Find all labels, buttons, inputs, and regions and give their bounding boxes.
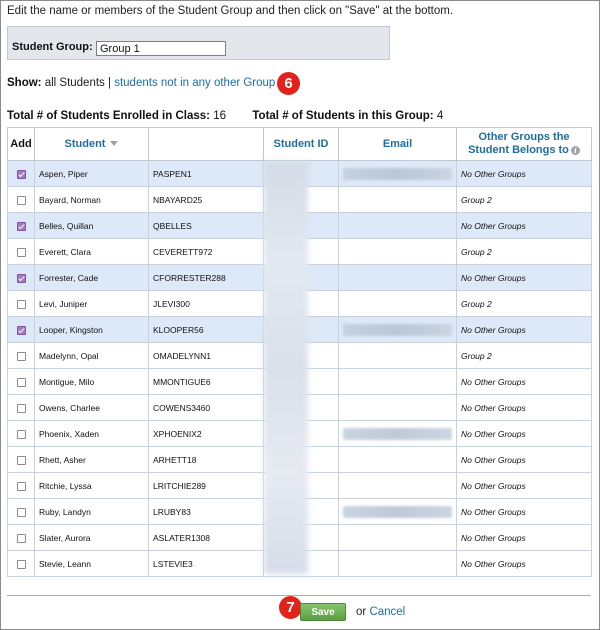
- student-username-cell: COWENS3460: [149, 395, 264, 421]
- email-redaction: [343, 506, 452, 518]
- add-student-checkbox[interactable]: [17, 170, 26, 179]
- add-cell: [8, 343, 35, 369]
- student-name-cell: Stevie, Leann: [35, 551, 149, 577]
- student-id-cell: [264, 421, 339, 447]
- other-groups-cell: No Other Groups: [457, 447, 592, 473]
- other-groups-cell: No Other Groups: [457, 317, 592, 343]
- callout-badge-6: 6: [277, 72, 300, 95]
- other-groups-cell: No Other Groups: [457, 213, 592, 239]
- student-email-cell: [339, 265, 457, 291]
- enrolled-total-value: 16: [213, 110, 226, 122]
- student-email-cell: [339, 369, 457, 395]
- student-id-cell: [264, 239, 339, 265]
- other-groups-cell: No Other Groups: [457, 499, 592, 525]
- student-username-cell: LRITCHIE289: [149, 473, 264, 499]
- table-row: [8, 291, 592, 317]
- student-email-cell: [339, 421, 457, 447]
- student-email-cell: [339, 187, 457, 213]
- student-username-cell: PASPEN1: [149, 161, 264, 187]
- student-id-cell: [264, 369, 339, 395]
- table-header-row: [8, 128, 592, 161]
- add-student-checkbox[interactable]: [17, 352, 26, 361]
- add-cell: [8, 161, 35, 187]
- add-cell: [8, 395, 35, 421]
- student-id-cell: [264, 317, 339, 343]
- other-groups-cell: No Other Groups: [457, 161, 592, 187]
- show-all-students: all Students: [44, 77, 105, 89]
- cancel-link[interactable]: Cancel: [369, 606, 406, 618]
- student-name-cell: Ritchie, Lyssa: [35, 473, 149, 499]
- add-cell: [8, 525, 35, 551]
- other-groups-cell: No Other Groups: [457, 551, 592, 577]
- student-id-cell: [264, 291, 339, 317]
- table-row: [8, 551, 592, 577]
- student-column-header[interactable]: [35, 128, 149, 161]
- add-student-checkbox[interactable]: [17, 222, 26, 231]
- table-row: [8, 499, 592, 525]
- student-name-cell: Owens, Charlee: [35, 395, 149, 421]
- add-cell: [8, 551, 35, 577]
- student-email-cell: [339, 161, 457, 187]
- add-cell: [8, 369, 35, 395]
- add-student-checkbox[interactable]: [17, 456, 26, 465]
- add-student-checkbox[interactable]: [17, 196, 26, 205]
- add-cell: [8, 317, 35, 343]
- table-row: [8, 369, 592, 395]
- other-groups-cell: No Other Groups: [457, 395, 592, 421]
- student-name-cell: Montigue, Milo: [35, 369, 149, 395]
- students-not-in-other-group-link[interactable]: students not in any other Group: [114, 77, 276, 89]
- student-username-cell: ARHETT18: [149, 447, 264, 473]
- footer-divider: [7, 595, 591, 596]
- student-email-cell: [339, 499, 457, 525]
- student-username-cell: CFORRESTER288: [149, 265, 264, 291]
- student-username-cell: OMADELYNN1: [149, 343, 264, 369]
- student-username-cell: LSTEVIE3: [149, 551, 264, 577]
- add-column-header: Add: [8, 128, 35, 161]
- email-redaction: [343, 168, 452, 180]
- student-username-cell: CEVERETT972: [149, 239, 264, 265]
- table-row: [8, 447, 592, 473]
- other-groups-column-label: Other Groups the Student Belongs to: [468, 131, 570, 156]
- student-email-cell: [339, 343, 457, 369]
- add-student-checkbox[interactable]: [17, 482, 26, 491]
- add-cell: [8, 473, 35, 499]
- instructions-text: Edit the name or members of the Student Group and then click on "Save" at the bottom.: [7, 5, 454, 17]
- student-username-cell: ASLATER1308: [149, 525, 264, 551]
- or-text: or: [356, 606, 367, 618]
- other-groups-cell: No Other Groups: [457, 421, 592, 447]
- group-name-panel: [7, 26, 390, 60]
- student-id-cell: [264, 473, 339, 499]
- student-name-cell: Bayard, Norman: [35, 187, 149, 213]
- student-name-cell: Rhett, Asher: [35, 447, 149, 473]
- other-groups-cell: Group 2: [457, 343, 592, 369]
- add-cell: [8, 421, 35, 447]
- add-cell: [8, 239, 35, 265]
- student-id-column-header: Student ID: [264, 128, 339, 161]
- add-cell: [8, 213, 35, 239]
- group-name-input[interactable]: [96, 41, 226, 56]
- student-email-cell: [339, 317, 457, 343]
- student-name-cell: Slater, Aurora: [35, 525, 149, 551]
- show-separator: |: [108, 77, 112, 89]
- email-redaction: [343, 324, 452, 336]
- add-student-checkbox[interactable]: [17, 300, 26, 309]
- table-row: [8, 239, 592, 265]
- student-column-label: Student: [64, 137, 106, 150]
- sort-down-icon[interactable]: [110, 141, 118, 146]
- table-row: [8, 317, 592, 343]
- add-student-checkbox[interactable]: [17, 508, 26, 517]
- student-email-cell: [339, 239, 457, 265]
- student-id-cell: [264, 525, 339, 551]
- other-groups-cell: No Other Groups: [457, 265, 592, 291]
- student-email-cell: [339, 525, 457, 551]
- add-student-checkbox[interactable]: [17, 404, 26, 413]
- student-username-cell: QBELLES: [149, 213, 264, 239]
- add-cell: [8, 187, 35, 213]
- other-groups-column-header: [457, 128, 592, 161]
- student-id-cell: [264, 187, 339, 213]
- student-email-cell: [339, 395, 457, 421]
- student-id-cell: [264, 551, 339, 577]
- group-name-label: Student Group:: [12, 41, 93, 53]
- student-email-cell: [339, 213, 457, 239]
- student-id-cell: [264, 395, 339, 421]
- add-cell: [8, 447, 35, 473]
- student-email-cell: [339, 473, 457, 499]
- student-name-cell: Everett, Clara: [35, 239, 149, 265]
- other-groups-cell: Group 2: [457, 187, 592, 213]
- totals-line: [7, 110, 443, 122]
- table-row: [8, 525, 592, 551]
- student-email-cell: [339, 447, 457, 473]
- student-name-cell: Forrester, Cade: [35, 265, 149, 291]
- other-groups-cell: Group 2: [457, 291, 592, 317]
- student-username-cell: MMONTIGUE6: [149, 369, 264, 395]
- email-column-header: Email: [339, 128, 457, 161]
- email-redaction: [343, 428, 452, 440]
- save-button[interactable]: Save: [300, 603, 346, 621]
- group-total-label: Total # of Students in this Group:: [252, 110, 434, 122]
- table-row: [8, 187, 592, 213]
- student-name-cell: Levi, Juniper: [35, 291, 149, 317]
- other-groups-cell: No Other Groups: [457, 473, 592, 499]
- add-cell: [8, 265, 35, 291]
- student-username-cell: LRUBY83: [149, 499, 264, 525]
- table-row: [8, 395, 592, 421]
- student-email-cell: [339, 551, 457, 577]
- show-filter: [7, 77, 275, 89]
- table-row: [8, 161, 592, 187]
- enrolled-total-label: Total # of Students Enrolled in Class:: [7, 110, 210, 122]
- add-student-checkbox[interactable]: [17, 534, 26, 543]
- add-student-checkbox[interactable]: [17, 430, 26, 439]
- table-row: [8, 213, 592, 239]
- username-column-header: [149, 128, 264, 161]
- show-label: Show:: [7, 77, 42, 89]
- table-row: [8, 343, 592, 369]
- add-student-checkbox[interactable]: [17, 248, 26, 257]
- students-table: [7, 127, 592, 577]
- other-groups-cell: No Other Groups: [457, 369, 592, 395]
- other-groups-cell: No Other Groups: [457, 525, 592, 551]
- student-id-cell: [264, 213, 339, 239]
- add-student-checkbox[interactable]: [17, 326, 26, 335]
- other-groups-cell: Group 2: [457, 239, 592, 265]
- add-student-checkbox[interactable]: [17, 378, 26, 387]
- student-username-cell: XPHOENIX2: [149, 421, 264, 447]
- student-id-cell: [264, 161, 339, 187]
- student-username-cell: KLOOPER56: [149, 317, 264, 343]
- group-total-value: 4: [436, 110, 444, 122]
- student-id-cell: [264, 447, 339, 473]
- student-name-cell: Aspen, Piper: [35, 161, 149, 187]
- student-name-cell: Phoenix, Xaden: [35, 421, 149, 447]
- student-username-cell: JLEVI300: [149, 291, 264, 317]
- student-username-cell: NBAYARD25: [149, 187, 264, 213]
- callout-badge-7: 7: [279, 596, 302, 619]
- info-icon[interactable]: i: [571, 146, 580, 155]
- add-student-checkbox[interactable]: [17, 274, 26, 283]
- cancel-area: [356, 606, 405, 618]
- table-row: [8, 265, 592, 291]
- student-name-cell: Belles, Quillan: [35, 213, 149, 239]
- student-name-cell: Looper, Kingston: [35, 317, 149, 343]
- student-name-cell: Ruby, Landyn: [35, 499, 149, 525]
- table-row: [8, 473, 592, 499]
- table-row: [8, 421, 592, 447]
- student-email-cell: [339, 291, 457, 317]
- student-name-cell: Madelynn, Opal: [35, 343, 149, 369]
- add-cell: [8, 291, 35, 317]
- student-id-cell: [264, 265, 339, 291]
- add-cell: [8, 499, 35, 525]
- add-student-checkbox[interactable]: [17, 560, 26, 569]
- student-id-cell: [264, 499, 339, 525]
- student-id-cell: [264, 343, 339, 369]
